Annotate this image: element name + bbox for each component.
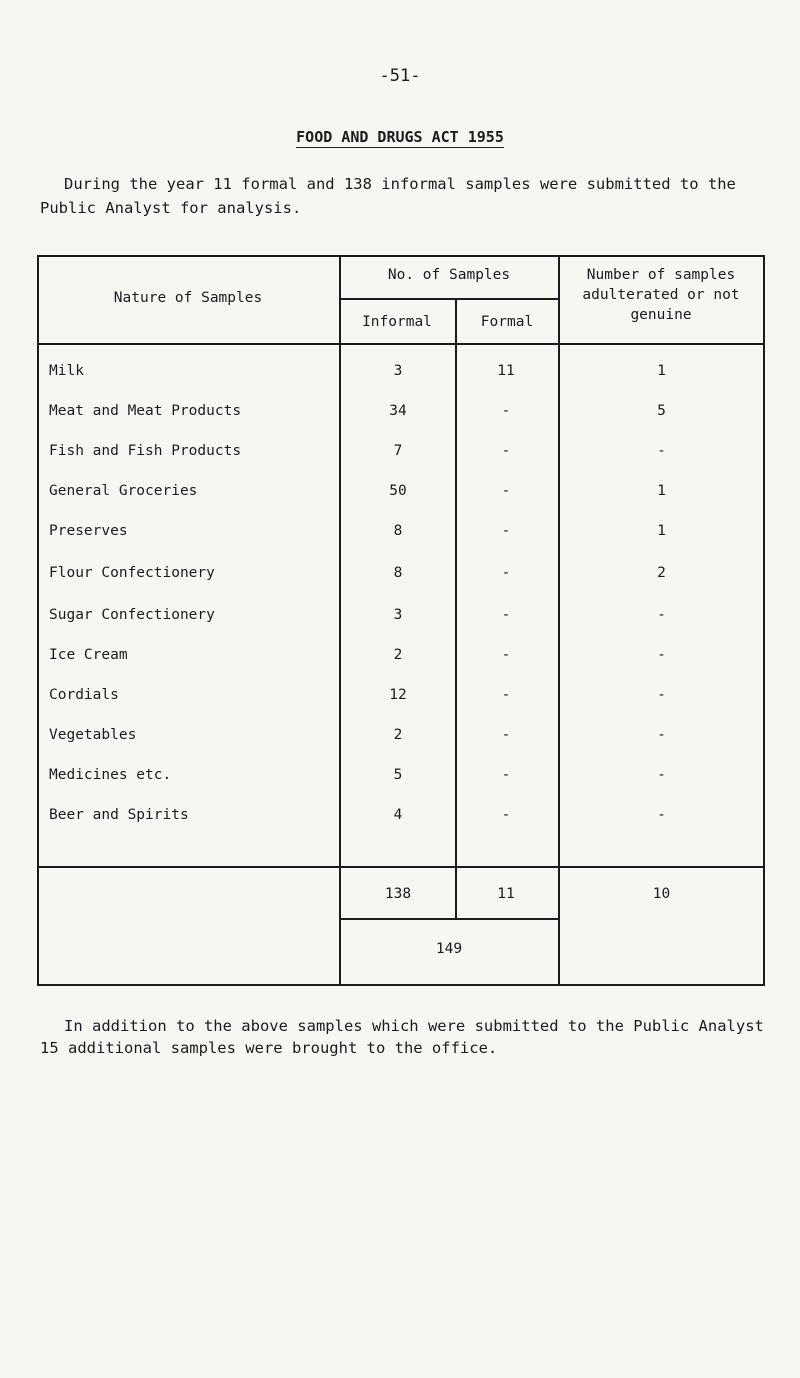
row-formal: - [501,565,511,581]
row-formal: - [501,523,511,539]
row-formal: - [501,727,511,743]
row-label: Vegetables [49,727,137,743]
table-left-border [37,255,39,986]
col-divider-nature [339,255,341,986]
row-label: Cordials [49,687,119,703]
row-adulterated: 2 [657,565,666,581]
subheader-rule [339,298,559,300]
row-label: Fish and Fish Products [49,443,242,459]
row-adulterated: - [657,687,666,703]
page-title [0,128,800,146]
row-label: Ice Cream [49,647,128,663]
total-adulterated: 10 [652,886,671,902]
intro-text: During the year 11 formal and 138 informal samples were submitted to the Public Analyst for analysis. [40,175,736,217]
row-adulterated: 1 [657,363,666,379]
row-label: Sugar Confectionery [49,607,215,623]
row-informal: 8 [393,523,403,539]
row-adulterated: - [657,647,666,663]
row-adulterated: - [657,443,666,459]
page-title-text: FOOD AND DRUGS ACT 1955 [296,128,504,146]
row-informal: 4 [393,807,403,823]
row-informal: 7 [393,443,403,459]
closing-text: In addition to the above samples which were submitted to the Public Analyst 15 additional samples were brought to the office. [40,1017,764,1057]
table-bottom-border [37,984,765,986]
row-label: Medicines etc. [49,767,172,783]
row-formal: - [501,403,511,419]
page-number: -51- [379,66,421,86]
row-label: Preserves [49,523,128,539]
row-adulterated: 1 [657,483,666,499]
row-adulterated: 1 [657,523,666,539]
row-adulterated: - [657,807,666,823]
header-no-of-samples: No. of Samples [387,267,511,283]
samples-table [37,255,765,986]
row-formal: - [501,807,511,823]
row-label: Meat and Meat Products [49,403,242,419]
grand-total-rule [339,918,559,920]
row-informal: 3 [393,607,403,623]
row-informal: 50 [389,483,407,499]
header-adulterated: Number of samples adulterated or not genuine [582,267,740,323]
row-informal: 8 [393,565,403,581]
row-formal: - [501,443,511,459]
grand-total: 149 [435,941,463,957]
row-label: Milk [49,363,84,379]
row-adulterated: - [657,767,666,783]
row-informal: 2 [393,727,403,743]
table-top-border [37,255,765,257]
table-right-border [763,255,765,986]
total-informal: 138 [384,886,412,902]
header-formal: Formal [480,314,534,330]
row-label: General Groceries [49,483,198,499]
header-bottom-rule [37,343,765,345]
totals-top-rule [37,866,765,868]
row-formal: 11 [497,363,515,379]
row-formal: - [501,483,511,499]
row-informal: 5 [393,767,403,783]
header-nature: Nature of Samples [113,290,263,306]
intro-paragraph [40,172,780,220]
row-informal: 34 [389,403,407,419]
total-formal: 11 [497,886,515,902]
row-informal: 2 [393,647,403,663]
row-informal: 12 [389,687,407,703]
row-informal: 3 [393,363,403,379]
closing-paragraph [40,1015,780,1059]
row-label: Beer and Spirits [49,807,189,823]
row-label: Flour Confectionery [49,565,215,581]
row-formal: - [501,687,511,703]
row-formal: - [501,767,511,783]
row-adulterated: 5 [657,403,666,419]
header-informal: Informal [362,314,432,330]
row-adulterated: - [657,607,666,623]
row-adulterated: - [657,727,666,743]
row-formal: - [501,647,511,663]
row-formal: - [501,607,511,623]
